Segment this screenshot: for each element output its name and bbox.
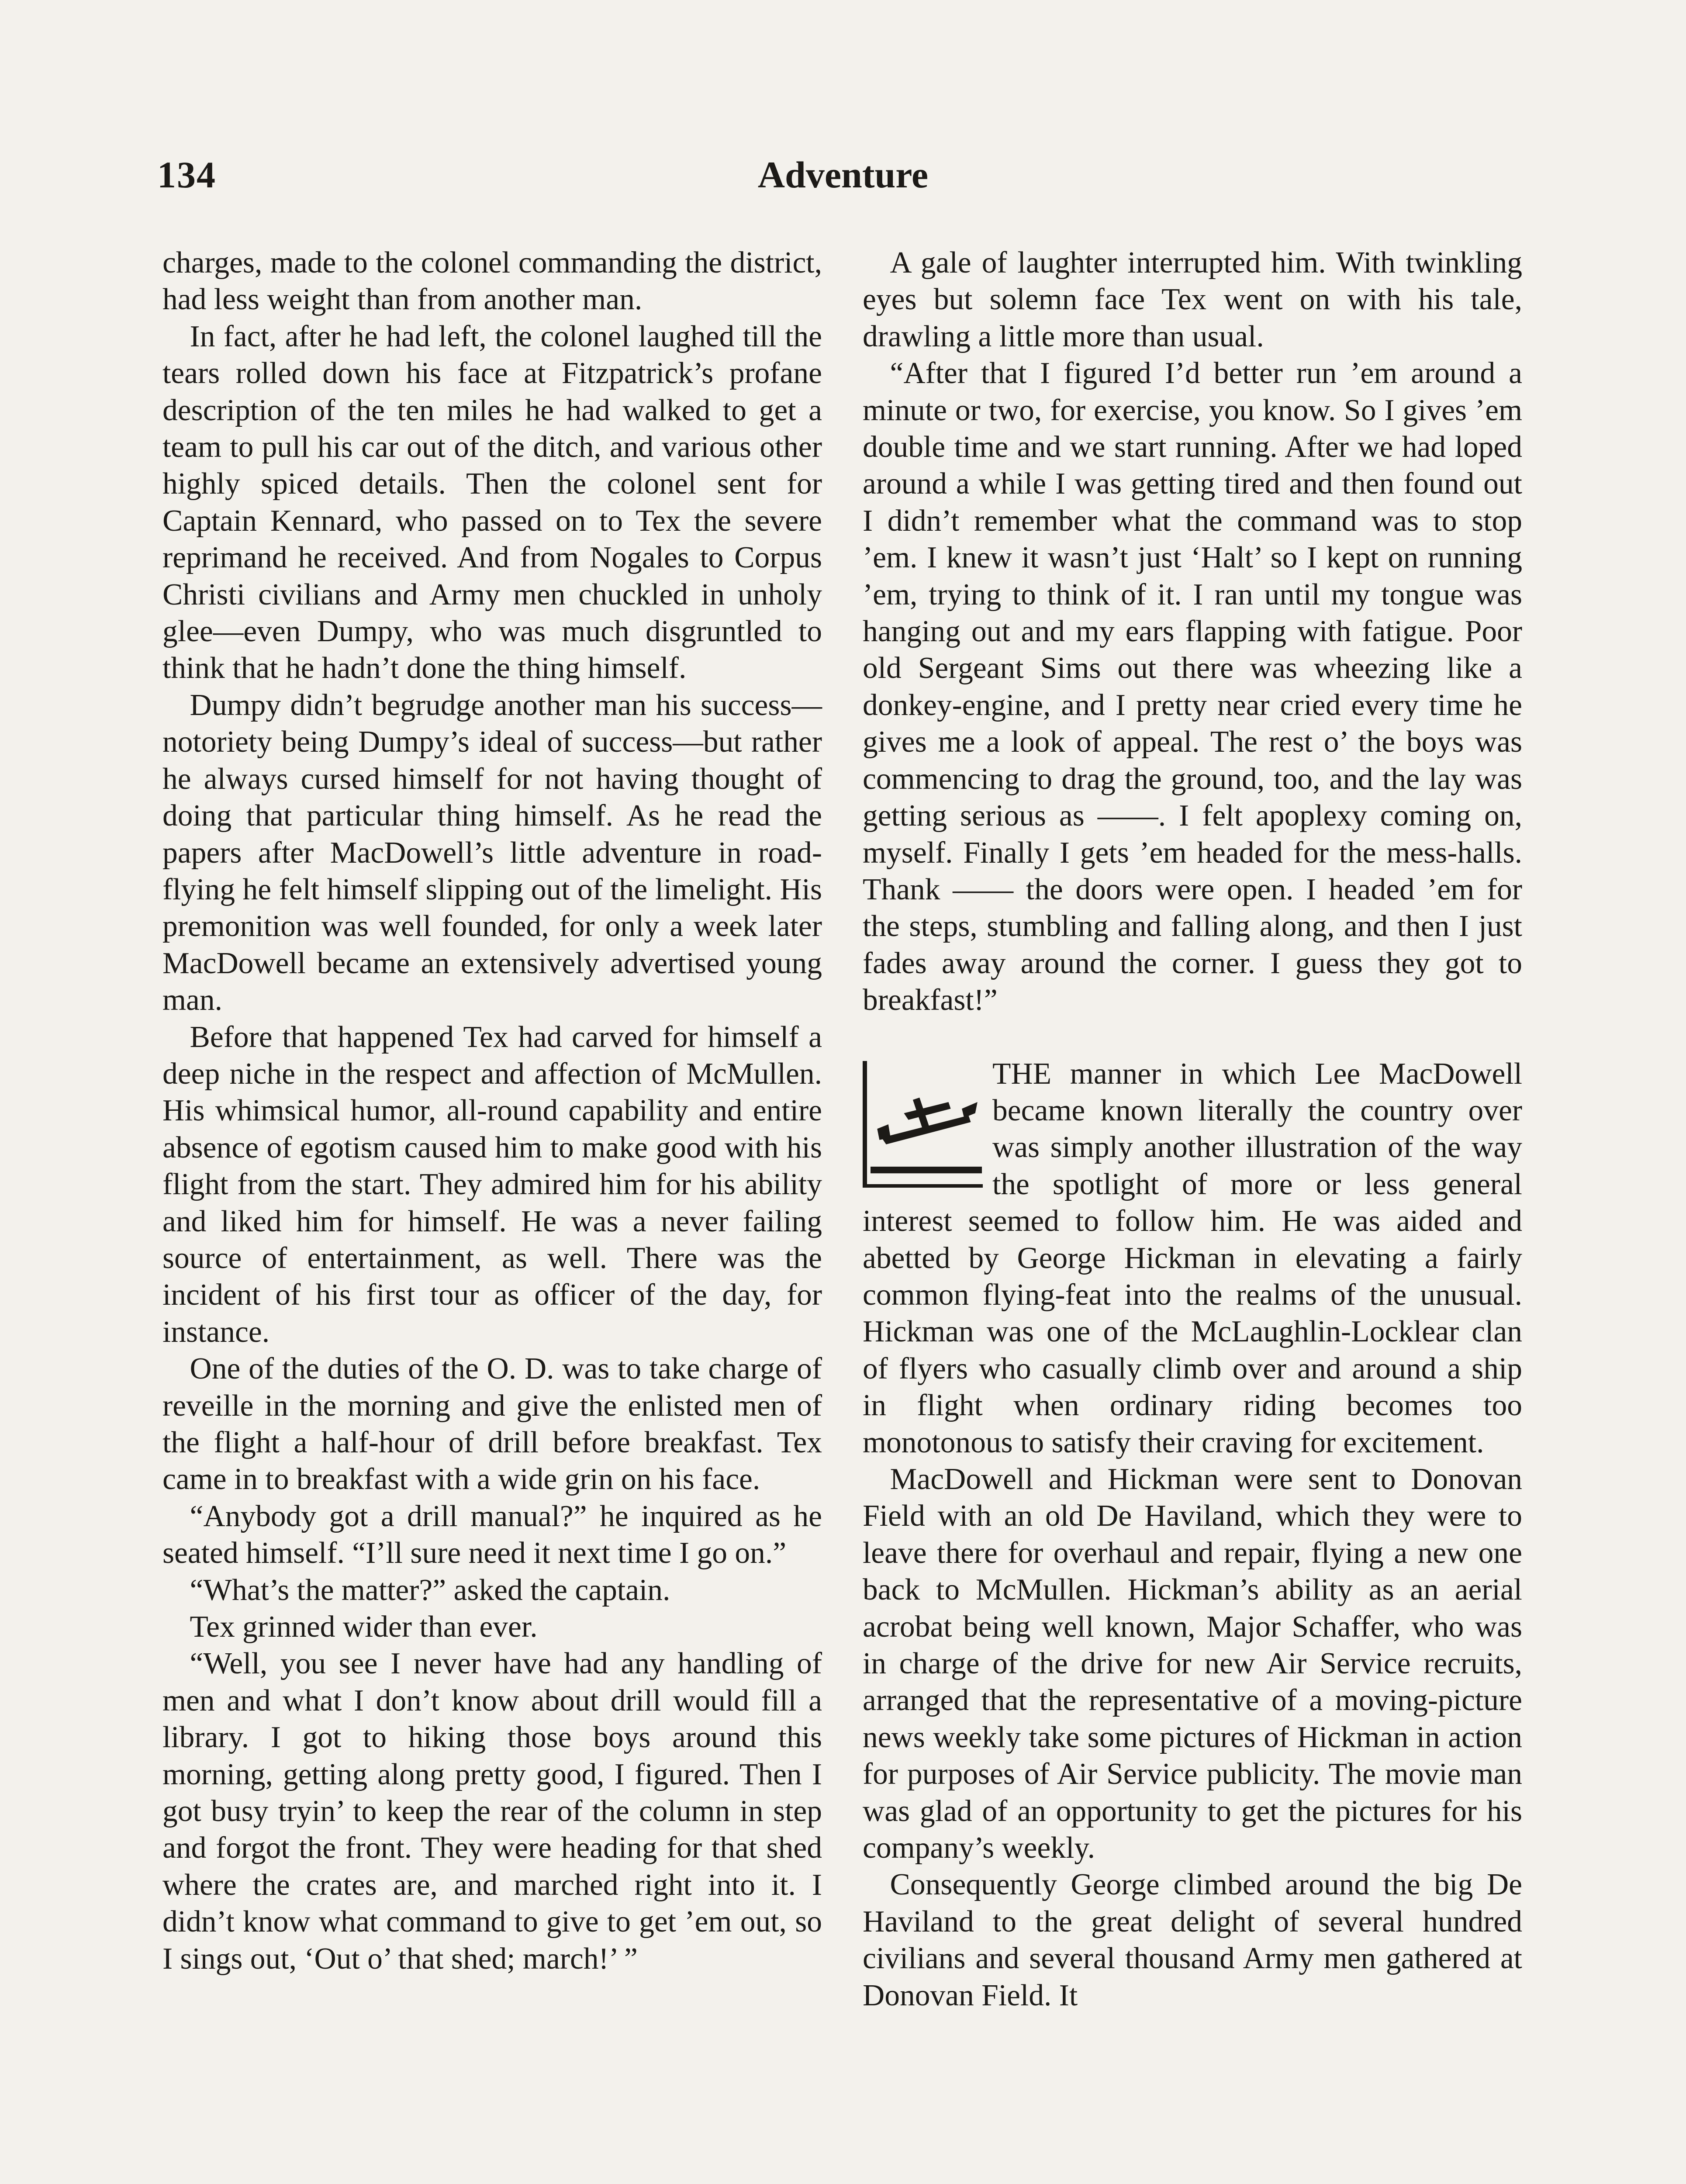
paragraph: “What’s the matter?” asked the captain. [190,1573,670,1607]
paragraph: Consequently George climbed around the big De Haviland to the great delight of several hundred civilians and several thousand Army men gathered at Donovan Field. It [863,1868,1522,2012]
page-number: 134 [157,154,216,196]
paragraph: “Well, you see I never have had any handling of men and what I don’t know about drill would fill a library. I got to hiking those boys around this morning, getting along pretty good, I figured. Then I got busy tryin’ to keep the rear of the column in step and forgot the front. They were heading for that shed where the crates are, and marched right into it. I didn’t know what command to give to get ’em out, so I sings out, ‘Out o’ that shed; march!’ ” [162,1647,822,1976]
paragraph: “After that I figured I’d better run ’em around a minute or two, for exercise, you know. So I gives ’em double time and we start running. After we had loped around a while I was getting tired and then found out I didn’t remember what the command was to stop ’em. I knew it wasn’t just ‘Halt’ so I kept on running ’em, trying to think of it. I ran until my tongue was hanging out and my ears flapping with fatigue. Poor old Sergeant Sims out there was wheezing like a donkey-engine, and I pretty near cried every time he gives me a look of appeal. The rest o’ the boys was commencing to drag the ground, too, and the lay was getting serious as ——. I felt apoplexy coming on, myself. Finally I gets ’em headed for the mess-halls. Thank —— the doors were open. I headed ’em for the steps, stumbling and falling along, and then I just fades away around the corner. I guess they got to breakfast!” [863,356,1522,1017]
left-column [162,245,822,1977]
page-header [0,153,1686,201]
paragraph: A gale of laughter interrupted him. With twinkling eyes but solemn face Tex went on with his tale, drawling a little more than usual. [863,246,1522,353]
paragraph: Dumpy didn’t begrudge another man his success—notoriety being Dumpy’s ideal of success—but rather he always cursed himself for not having thought of doing that particular thing himself. As he read the papers after MacDowell’s little adventure in road-flying he felt himself slipping out of the limelight. His premonition was well founded, for only a week later MacDowell became an extensively advertised young man. [162,688,822,1017]
paragraph: Before that happened Tex had carved for himself a deep niche in the respect and affection of McMullen. His whimsical humor, all-round capability and entire absence of egotism caused him to make good with his flight from the start. They admired him for his ability and liked him for himself. He was a never failing source of entertainment, as well. There was the incident of his first tour as officer of the day, for instance. [162,1020,822,1349]
right-column [863,245,1522,2014]
paragraph: One of the duties of the O. D. was to take charge of reveille in the morning and give the enlisted men of the flight a half-hour of drill before breakfast. Tex came in to breakfast with a wide grin on his face. [162,1352,822,1496]
biplane-icon [863,1061,983,1188]
paragraph: charges, made to the colonel commanding the district, had less weight than from another man. [162,246,822,317]
section-break [863,1019,1522,1056]
paragraph: In fact, after he had left, the colonel laughed till the tears rolled down his face at Fitzpatrick’s profane description of the ten miles he had walked to get a team to pull his car out of the ditch, and various other highly spiced details. Then the colonel sent for Captain Kennard, who passed on to Tex the severe reprimand he received. And from Nogales to Corpus Christi civilians and Army men chuckled in unholy glee—even Dumpy, who was much disgruntled to think that he hadn’t done the thing himself. [162,319,822,685]
running-title: Adventure [757,154,929,196]
paragraph: THE manner in which Lee MacDowell became known literally the country over was simply another illustration of the way the spotlight of more or less general interest seemed to follow him. He was aided and abetted by George Hickman in elevating a fairly common flying-feat into the realms of the unusual. Hickman was one of the McLaughlin-Locklear clan of flyers who casually climb over and around a ship in flight when ordinary riding becomes too monotonous to satisfy their craving for excitement. [863,1057,1522,1459]
paragraph: MacDowell and Hickman were sent to Donovan Field with an old De Haviland, which they were to leave there for overhaul and repair, flying a new one back to McMullen. Hickman’s ability as an aerial acrobat being well known, Major Schaffer, who was in charge of the drive for new Air Service recruits, arranged that the representative of a moving-picture news weekly take some pictures of Hickman in action for purposes of Air Service publicity. The movie man was glad of an opportunity to get the pictures for his company’s weekly. [863,1462,1522,1865]
paragraph: Tex grinned wider than ever. [190,1610,538,1644]
paragraph: “Anybody got a drill manual?” he inquired as he seated himself. “I’ll sure need it next time I go on.” [162,1499,822,1570]
